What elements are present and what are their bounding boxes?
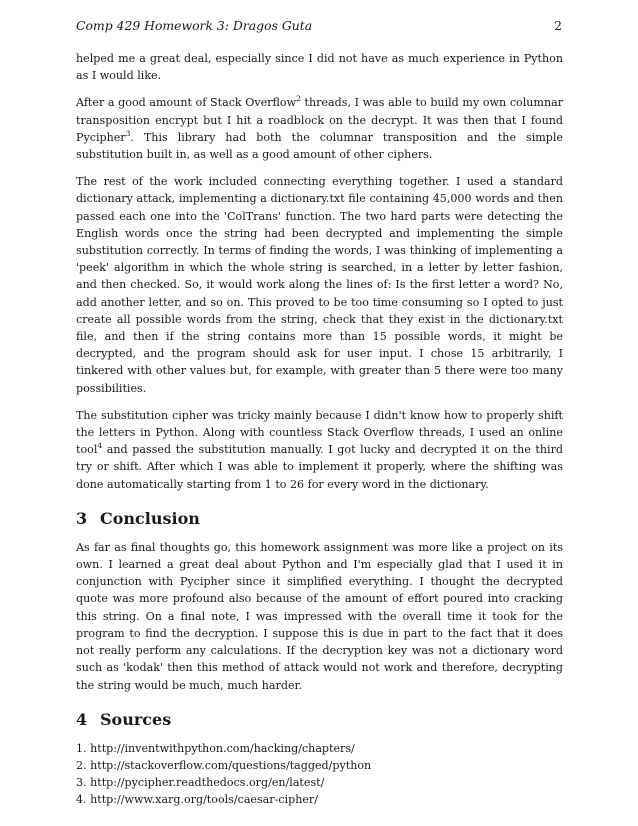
section-title: Conclusion: [100, 508, 200, 528]
source-item: 3. http://pycipher.readthedocs.org/en/latest/: [76, 776, 325, 790]
paragraph-conclusion: As far as final thoughts go, this homework assignment was more like a project on its own. I learned a great deal about Python and I'm especially glad that I used it in conjunction with Pycipher since it simplified everything. I thought the decrypted quote was more profound also because of the amount of effort poured into cracking this string. On a final note, I was impressed with the overall time it took for the program to find the decryption. I suppose this is due in part to the fact that it does not really perform any calculations. If the decryption key was not a dictionary word such as 'kodak' then this method of attack would not work and therefore, decrypting the string would be much, much harder.: [76, 540, 563, 692]
source-item: 1. http://inventwithpython.com/hacking/chapters/: [76, 741, 355, 755]
section-heading-sources: [76, 710, 563, 730]
section-heading-conclusion: [76, 509, 563, 529]
paragraph-text: threads, I was able to build my own columnar transposition encrypt but I hit a roadblock on the decrypt. It was then that I found Pycipher: [76, 96, 564, 144]
section-title: Sources: [100, 709, 172, 729]
paragraph-text: The substitution cipher was tricky mainly because I didn't know how to properly shift the letters in Python. Along with countless Stack Overflow threads, I used an online tool: [76, 408, 563, 457]
paragraph-text: and passed the substitution manually. I got lucky and decrypted it on the third try or shift. After which I was able to implement it properly, where the shifting was done automatically starting from 1 to 26 for every word in the dictionary.: [76, 443, 563, 491]
paragraph-substitution: [76, 407, 563, 493]
section-number: 3: [76, 508, 88, 528]
footnote-marker: 2: [296, 94, 301, 104]
paragraph-continuation: helped me a great deal, especially since I did not have as much experience in Python as I would like.: [76, 52, 563, 83]
source-item: 4. http://www.xarg.org/tools/caesar-cipher/: [76, 793, 318, 807]
paragraph-text: After a good amount of Stack Overflow: [76, 96, 297, 110]
paragraph-text: . This library had both the columnar transposition and the simple substitution built in, as well as a good amount of other ciphers.: [76, 130, 563, 162]
page-number: 2: [554, 18, 562, 33]
footnote-marker: 3: [125, 128, 131, 138]
source-item: 2. http://stackoverflow.com/questions/tagged/python: [76, 758, 372, 772]
section-number: 4: [76, 709, 88, 729]
sources-list: [76, 740, 563, 809]
paragraph-stack-overflow: [76, 94, 563, 163]
footnote-marker: 4: [97, 441, 103, 451]
running-header: [76, 18, 562, 34]
header-title: Comp 429 Homework 3: Dragos Guta: [76, 18, 313, 33]
paragraph-dictionary-attack: The rest of the work included connecting everything together. I used a standard dictionary attack, implementing a dictionary.txt file containing 45,000 words and then passed each one into the 'ColTrans' function. The two hard parts were detecting the English words once the string had been decrypted and implementing the simple substitution correctly. In terms of finding the words, I was thinking of implementing a 'peek' algorithm in which the whole string is searched, in a letter by letter fashion, and then checked. So, it would work along the lines of: Is the first letter a word? No, add another letter, and so on. This proved to be too time consuming so I opted to just create all possible words from the string, check that they exist in the dictionary.txt file, and then if the string contains more than 15 possible words, it might be decrypted, and the program should ask for user input. I chose 15 arbitrarily, I tinkered with other values but, for example, with greater than 5 there were too many possibilities.: [76, 175, 563, 395]
document-body: [76, 50, 563, 809]
